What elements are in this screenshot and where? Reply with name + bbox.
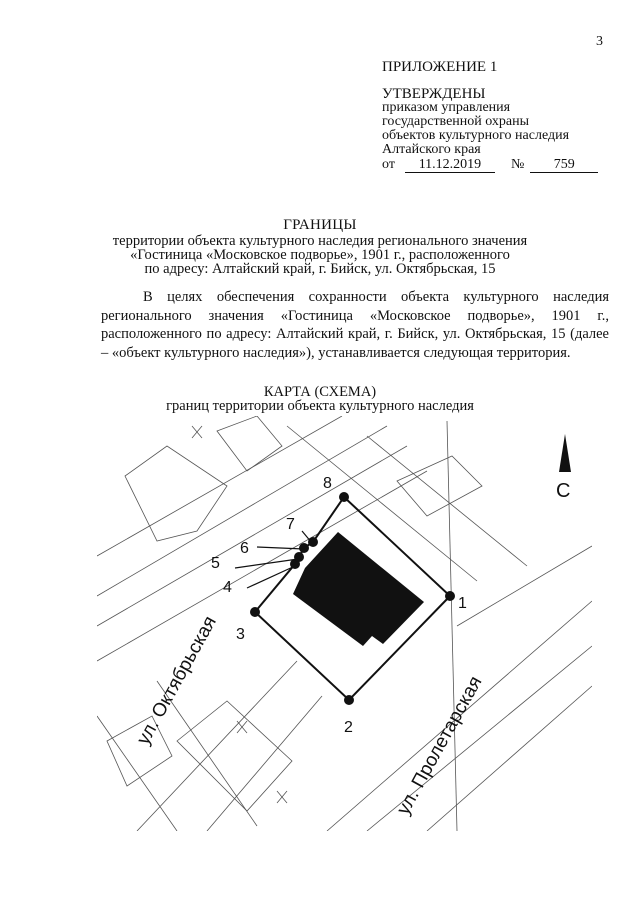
map-heading: КАРТА (СХЕМА): [263, 384, 377, 400]
point-label-4: 4: [223, 579, 232, 596]
approval-block: [382, 60, 622, 173]
point-label-8: 8: [323, 475, 332, 492]
map-svg: [97, 416, 592, 831]
point-label-5: 5: [211, 555, 220, 572]
approval-line-2: государственной охраны: [382, 114, 530, 129]
boundary-point-5: [294, 552, 304, 562]
approval-line-3: объектов культурного наследия: [382, 128, 570, 143]
order-date: 11.12.2019: [405, 158, 495, 173]
point-label-1: 1: [458, 595, 467, 612]
boundary-point-7: [308, 537, 318, 547]
title-line-2: «Гостиница «Московское подворье», 1901 г., расположенного: [130, 247, 510, 263]
boundary-point-1: [445, 591, 455, 601]
boundary-point-3: [250, 607, 260, 617]
north-arrow-icon: [559, 434, 571, 472]
date-label: от: [382, 157, 395, 172]
order-row: [382, 158, 622, 173]
approval-line-4: Алтайского края: [382, 142, 481, 157]
appendix-label: ПРИЛОЖЕНИЕ 1: [382, 59, 498, 75]
point-label-7: 7: [286, 516, 295, 533]
point-label-2: 2: [344, 719, 353, 736]
point-label-3: 3: [236, 626, 245, 643]
boundary-point-8: [339, 492, 349, 502]
map-title: [40, 385, 600, 413]
street-label-proletarskaya: ул. Пролетарская: [393, 672, 487, 819]
map-scheme: [97, 416, 592, 831]
title-line-1: территории объекта культурного наследия регионального значения: [112, 233, 528, 249]
north-label: С: [556, 480, 571, 502]
heritage-building: [293, 532, 424, 646]
approved-label: УТВЕРЖДЕНЫ: [382, 86, 486, 102]
number-label: №: [510, 157, 525, 172]
map-subheading: границ территории объекта культурного наследия: [166, 398, 474, 414]
street-label-oktyabrskaya: ул. Октябрьская: [133, 612, 221, 749]
body-paragraph: В целях обеспечения сохранности объекта культурного наследия регионального значения «Гостиница «Московское подворье», 1901 г., расположенного по адресу: Алтайский край, г. Бийск, ул. Октябрьская, 15 (далее – «объект культурного наследия»), устанавливается следующая территория.: [101, 289, 609, 361]
approval-line-1: приказом управления: [382, 100, 511, 115]
boundary-point-2: [344, 695, 354, 705]
title-heading: ГРАНИЦЫ: [283, 217, 357, 233]
document-title: [40, 218, 600, 276]
title-line-3: по адресу: Алтайский край, г. Бийск, ул. Октябрьская, 15: [144, 261, 496, 277]
page-number: 3: [596, 34, 603, 49]
boundary-point-6: [299, 543, 309, 553]
order-number: 759: [530, 158, 598, 173]
point-label-6: 6: [240, 540, 249, 557]
